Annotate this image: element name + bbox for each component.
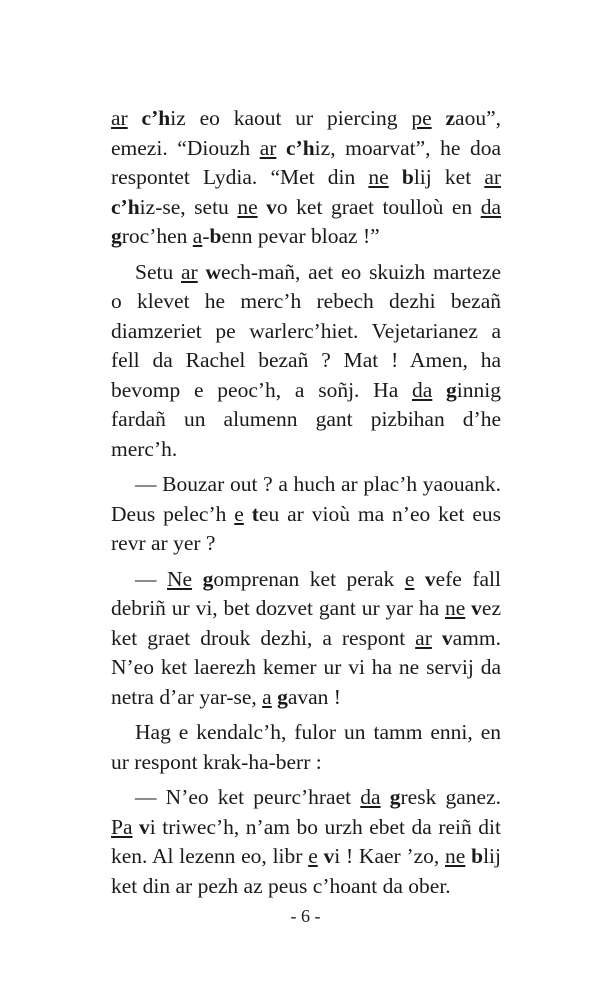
- text-run: enn pevar bloaz !”: [221, 224, 380, 248]
- text-run: [244, 502, 252, 526]
- mutated-letter: g: [277, 684, 288, 709]
- mutated-letter: v: [139, 814, 150, 839]
- text-run: i triwec’h, n’am bo urzh ebet da reiñ dit ken. Al lezenn eo, libr: [111, 814, 501, 868]
- page-body: [111, 104, 501, 901]
- mutation-trigger: ne: [445, 844, 466, 868]
- mutation-trigger: da: [360, 785, 381, 809]
- text-run: iz eo kaout ur piercing: [170, 106, 412, 130]
- mutation-trigger: ar: [259, 135, 277, 160]
- mutated-letter: w: [205, 259, 222, 284]
- mutated-letter: g: [389, 785, 401, 809]
- text-run: [381, 785, 390, 809]
- mutated-letter: g: [446, 377, 457, 402]
- mutated-letter: v: [323, 844, 335, 868]
- mutation-trigger: e: [404, 566, 415, 591]
- mutation-trigger: e: [308, 844, 318, 868]
- text-run: ech-mañ, aet eo skuizh marteze o klevet he merc’h rebech dezhi bezañ diamzeriet pe warlerc’hiet. Vejetarianez a fell da Rachel bezañ ? Mat ! Amen, ha bevomp e peoc’h, a soñj. Ha: [111, 259, 501, 402]
- paragraph: [111, 783, 501, 901]
- mutation-trigger: ne: [444, 596, 466, 620]
- mutation-trigger: ne: [237, 194, 258, 219]
- mutation-trigger: ar: [484, 165, 502, 189]
- mutated-letter: c’h: [286, 135, 315, 160]
- mutation-trigger: e: [234, 501, 244, 526]
- text-run: innig fardañ un alumenn gant pizbihan d’he merc’h.: [111, 377, 501, 461]
- text-run: iz, moarvat”, he doa respontet Lydia. “Met din: [111, 135, 502, 189]
- mutation-trigger: Pa: [111, 814, 133, 839]
- mutation-trigger: ne: [368, 165, 389, 189]
- text-run: resk ganez.: [400, 785, 502, 809]
- mutated-letter: c’h: [141, 106, 171, 130]
- page-number: - 6 -: [290, 906, 321, 926]
- mutated-letter: c’h: [111, 194, 140, 219]
- mutation-trigger: pe: [411, 106, 432, 130]
- mutated-letter: b: [401, 165, 414, 189]
- text-run: — N’eo ket peurc’hraet: [135, 785, 361, 809]
- paragraph: [111, 718, 501, 777]
- text-run: i ! Kaer ’zo,: [334, 844, 446, 868]
- mutated-letter: v: [424, 566, 436, 591]
- mutation-trigger: da: [412, 377, 433, 402]
- text-run: amm. N’eo ket laerezh kemer ur vi ha ne servij da netra d’ar yar-se,: [111, 625, 501, 709]
- text-run: aou”, emezi. “Diouzh: [111, 106, 501, 160]
- mutated-letter: v: [471, 596, 482, 620]
- paragraph: [111, 470, 501, 559]
- text-run: [432, 626, 442, 650]
- paragraph: [111, 104, 501, 252]
- text-run: [276, 136, 286, 160]
- text-run: omprenan ket perak: [213, 566, 405, 591]
- mutated-letter: v: [441, 625, 453, 650]
- text-run: [389, 165, 402, 189]
- text-run: o ket graet toulloù en: [276, 194, 481, 219]
- text-run: — Bouzar out ? a huch ar plac’h yaouank. Deus pelec’h: [111, 472, 501, 526]
- text-run: lij ket din ar pezh az peus c’hoant da ober.: [111, 844, 501, 898]
- mutation-trigger: Ne: [167, 566, 193, 591]
- text-run: roc’hen: [121, 224, 193, 248]
- mutated-letter: b: [471, 844, 484, 868]
- text-run: ez ket graet drouk dezhi, a respont: [111, 596, 501, 650]
- mutation-trigger: ar: [181, 259, 198, 284]
- paragraph: [111, 565, 501, 713]
- mutation-trigger: a: [192, 224, 203, 248]
- mutation-trigger: a: [262, 684, 272, 709]
- text-run: avan !: [287, 684, 341, 709]
- text-run: [128, 106, 142, 130]
- text-run: [192, 567, 203, 591]
- mutation-trigger: ar: [111, 106, 128, 130]
- mutation-trigger: ar: [415, 625, 432, 650]
- mutated-letter: b: [209, 224, 222, 248]
- text-run: iz-se, setu: [139, 194, 238, 219]
- text-run: lij ket: [413, 165, 485, 189]
- paragraph: [111, 258, 501, 465]
- text-run: Hag e kendalc’h, fulor un tamm enni, en ur respont krak-ha-berr :: [111, 720, 501, 774]
- mutated-letter: t: [251, 501, 259, 526]
- text-run: efe fall debriñ ur vi, bet dozvet gant ur yar ha: [111, 566, 502, 620]
- mutated-letter: z: [445, 106, 456, 130]
- mutated-letter: g: [111, 224, 122, 248]
- text-run: [414, 567, 425, 591]
- text-run: eu ar vioù ma n’eo ket eus revr ar yer ?: [111, 501, 502, 555]
- mutated-letter: g: [202, 566, 214, 591]
- mutation-trigger: da: [480, 194, 502, 219]
- text-run: Setu: [135, 259, 181, 284]
- mutated-letter: v: [266, 194, 277, 219]
- text-run: [432, 378, 446, 402]
- text-run: [258, 195, 267, 219]
- text-run: —: [135, 566, 167, 591]
- text-run: [432, 106, 446, 130]
- text-run: -: [202, 224, 210, 248]
